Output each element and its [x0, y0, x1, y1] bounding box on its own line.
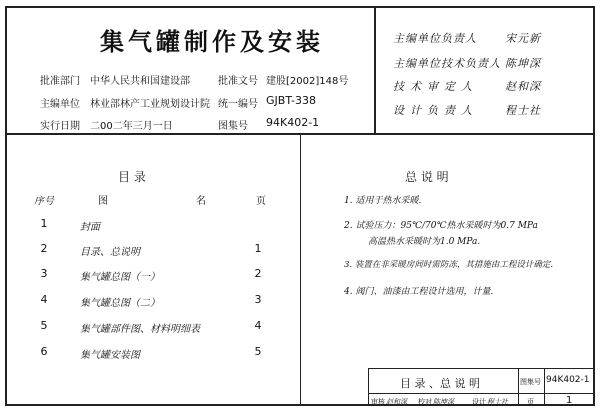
- atlas-no-value: 94K402-1: [266, 116, 320, 129]
- signature-role-4: 设计负责人: [393, 104, 478, 117]
- approval-dept-label: 批准部门: [40, 76, 80, 87]
- toc-row-page: 2: [254, 267, 262, 280]
- title-block-left: [368, 368, 369, 406]
- signature-role-2: 主编单位技术负责人: [393, 57, 501, 70]
- toc-row-page: 4: [254, 319, 262, 332]
- notes-heading: 总 说 明: [405, 170, 449, 184]
- title-block-check-label: 校对: [418, 398, 432, 406]
- toc-row-page: 5: [254, 345, 262, 358]
- title-block-mid: [368, 393, 595, 394]
- toc-row-name: 目录、总说明: [80, 247, 140, 258]
- note-item: 2. 试验压力：95℃/70℃热水采暖时为0.7 MPa: [344, 221, 538, 231]
- toc-heading: 目 录: [118, 170, 146, 184]
- body-vertical-divider: [300, 134, 301, 406]
- toc-row-name: 集气罐部件图、材料明细表: [80, 324, 200, 335]
- toc-row-no: 4: [40, 293, 48, 306]
- unified-no-label: 统一编号: [218, 99, 258, 110]
- toc-row-no: 3: [40, 267, 48, 280]
- toc-row-name: 集气罐安装图: [80, 350, 140, 361]
- signature-role-1: 主编单位负责人: [393, 32, 477, 45]
- toc-row-name: 集气罐总图（一）: [80, 272, 160, 283]
- impl-date-label: 实行日期: [40, 121, 80, 132]
- title-block-atlas-label: 图集号: [520, 378, 541, 386]
- approval-dept-value: 中华人民共和国建设部: [90, 76, 190, 87]
- title-block-check-name: 陈坤深: [433, 398, 454, 406]
- signature-role-3: 技术审定人: [393, 80, 478, 93]
- title-block-page-value: 1: [566, 395, 573, 406]
- toc-row-no: 1: [40, 217, 48, 230]
- page-title: 集气罐制作及安装: [100, 27, 324, 56]
- title-block-div1: [518, 368, 519, 406]
- note-item: 高温热水采暖时为1.0 MPa.: [368, 237, 481, 247]
- toc-col-page: 页: [256, 196, 266, 207]
- signature-name-4: 程士社: [505, 104, 541, 117]
- atlas-no-label: 图集号: [218, 121, 248, 132]
- note-item: 3. 装置在非采暖房间时需防冻，其措施由工程设计确定.: [344, 260, 554, 270]
- title-block-title: 目 录 、总 说 明: [400, 377, 480, 390]
- title-block-review-name: 赵和深: [386, 398, 407, 406]
- toc-row-no: 6: [40, 345, 48, 358]
- toc-col-name-2: 名: [196, 196, 206, 207]
- note-item: 1. 适用于热水采暖.: [344, 196, 422, 206]
- toc-col-no: 序号: [34, 196, 54, 207]
- title-block-top: [368, 368, 595, 369]
- signature-name-1: 宋元新: [505, 32, 541, 45]
- title-block-design-name: 程士社: [487, 398, 508, 406]
- note-item: 4. 阀门、油漆由工程设计选用，计量.: [344, 287, 494, 297]
- toc-row-name: 封面: [80, 222, 100, 233]
- title-block-atlas-value: 94K402-1: [546, 375, 590, 385]
- toc-row-name: 集气罐总图（二）: [80, 298, 160, 309]
- header-vertical-divider: [374, 6, 376, 134]
- toc-col-name-1: 图: [98, 196, 108, 207]
- impl-date-value: 二00二年三月一日: [90, 121, 173, 132]
- approval-doc-value: 建股[2002]148号: [266, 76, 349, 87]
- main-unit-label: 主编单位: [40, 99, 80, 110]
- signature-name-3: 赵和深: [505, 80, 541, 93]
- title-block-review-label: 审核: [371, 398, 385, 406]
- approval-doc-label: 批准文号: [218, 76, 258, 87]
- signature-name-2: 陈坤深: [505, 57, 541, 70]
- toc-row-no: 5: [40, 319, 48, 332]
- toc-row-page: 1: [254, 242, 262, 255]
- main-unit-value: 林业部林产工业规划设计院: [90, 99, 210, 110]
- toc-row-page: 3: [254, 293, 262, 306]
- title-block-div2: [544, 368, 545, 406]
- title-block-page-label: 页: [527, 398, 534, 406]
- toc-row-no: 2: [40, 242, 48, 255]
- unified-no-value: GJBT-338: [266, 94, 316, 107]
- title-block-design-label: 设计: [472, 398, 486, 406]
